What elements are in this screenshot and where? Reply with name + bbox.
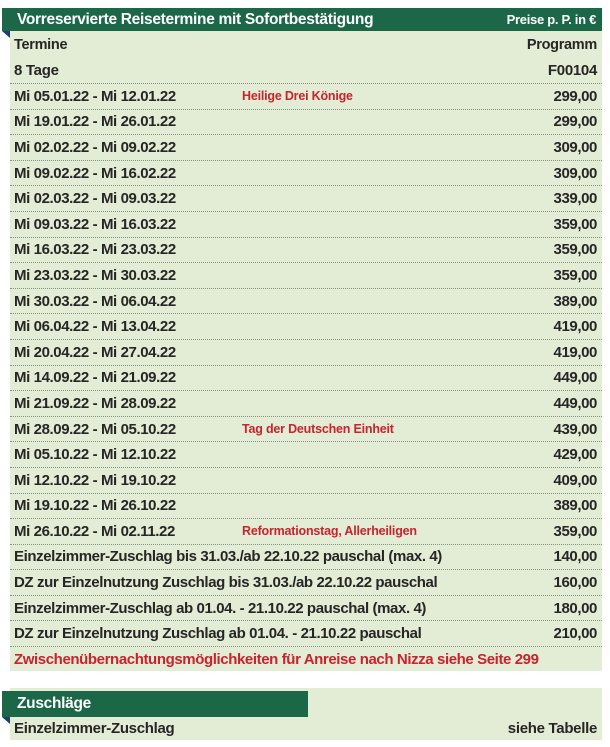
row-date-label: Mi 19.10.22 - Mi 26.10.22	[14, 497, 176, 515]
table-row	[10, 570, 602, 596]
ribbon-fold-bottom	[2, 717, 10, 724]
notice-text: Zwischenübernachtungsmöglichkeiten für Anreise nach Nizza siehe Seite 299	[14, 650, 539, 668]
row-price: 359,00	[553, 241, 597, 259]
row-price: 419,00	[553, 343, 597, 361]
table-row	[10, 545, 602, 571]
table-row	[10, 468, 602, 494]
row-date-label: Mi 23.03.22 - Mi 30.03.22	[14, 266, 176, 284]
row-date-label: Einzelzimmer-Zuschlag ab 01.04. - 21.10.22 pauschal (max. 4)	[14, 599, 427, 617]
table-row	[10, 391, 602, 417]
row-price: 140,00	[553, 548, 597, 566]
row-date-label: Einzelzimmer-Zuschlag bis 31.03./ab 22.10.22 pauschal (max. 4)	[14, 548, 442, 566]
price-unit-label: Preise p. P. in €	[506, 12, 596, 27]
row-date-label: Mi 06.04.22 - Mi 13.04.22	[14, 318, 176, 336]
row-price: 429,00	[553, 446, 597, 464]
row-date-label: Mi 09.03.22 - Mi 16.03.22	[14, 215, 176, 233]
trip-duration-label: 8 Tage	[14, 62, 59, 79]
row-price: 359,00	[553, 522, 597, 540]
price-table-panel	[10, 31, 602, 671]
notice-row	[10, 647, 602, 671]
row-date-label: Mi 05.10.22 - Mi 12.10.22	[14, 446, 176, 464]
table-row	[10, 442, 602, 468]
row-date-label: DZ zur Einzelnutzung Zuschlag ab 01.04. - 21.10.22 pauschal	[14, 625, 422, 643]
ribbon-fold-top	[2, 31, 10, 38]
row-date-label: Mi 12.10.22 - Mi 19.10.22	[14, 471, 176, 489]
row-date-label: Mi 09.02.22 - Mi 16.02.22	[14, 164, 176, 182]
table-row	[10, 314, 602, 340]
surcharges-title: Zuschläge	[17, 695, 91, 712]
table-row	[10, 84, 602, 110]
table-row	[10, 135, 602, 161]
row-price: 449,00	[553, 394, 597, 412]
table-row	[10, 263, 602, 289]
row-price: 309,00	[553, 138, 597, 156]
table-row	[10, 417, 602, 443]
table-row	[10, 110, 602, 136]
row-price: 160,00	[553, 574, 597, 592]
row-holiday-note: Heilige Drei Könige	[242, 89, 353, 104]
row-holiday-note: Tag der Deutschen Einheit	[242, 422, 394, 437]
row-date-label: Mi 30.03.22 - Mi 06.04.22	[14, 292, 176, 310]
row-date-label: Mi 16.03.22 - Mi 23.03.22	[14, 241, 176, 259]
row-price: 389,00	[553, 292, 597, 310]
surcharge-label: Einzelzimmer-Zuschlag	[14, 720, 175, 737]
row-price: 180,00	[553, 599, 597, 617]
row-price: 309,00	[553, 164, 597, 182]
row-date-label: Mi 02.02.22 - Mi 09.02.22	[14, 138, 176, 156]
row-holiday-note: Reformationstag, Allerheiligen	[242, 524, 417, 539]
table-row	[10, 494, 602, 520]
table-row	[10, 621, 602, 647]
table-row	[10, 186, 602, 212]
row-date-label: Mi 05.01.22 - Mi 12.01.22	[14, 87, 176, 105]
table-row	[10, 212, 602, 238]
row-price: 299,00	[553, 113, 597, 131]
row-price: 419,00	[553, 318, 597, 336]
table-row	[10, 519, 602, 545]
table-row	[10, 289, 602, 315]
date-rows-container	[10, 84, 602, 647]
column-header-termine: Termine	[14, 36, 68, 53]
row-date-label: Mi 20.04.22 - Mi 27.04.22	[14, 343, 176, 361]
table-row	[10, 238, 602, 264]
table-row	[10, 161, 602, 187]
row-price: 389,00	[553, 497, 597, 515]
table-row	[10, 366, 602, 392]
program-code: F00104	[547, 62, 597, 79]
duration-row	[10, 58, 602, 84]
surcharges-header-bar	[2, 691, 308, 717]
row-date-label: Mi 02.03.22 - Mi 09.03.22	[14, 190, 176, 208]
row-price: 359,00	[553, 266, 597, 284]
table-row	[10, 596, 602, 622]
row-price: 449,00	[553, 369, 597, 387]
table-header-bar	[2, 8, 602, 31]
row-price: 439,00	[553, 420, 597, 438]
row-price: 359,00	[553, 215, 597, 233]
row-date-label: Mi 21.09.22 - Mi 28.09.22	[14, 394, 176, 412]
row-price: 409,00	[553, 471, 597, 489]
column-header-row	[10, 31, 602, 58]
row-price: 210,00	[553, 625, 597, 643]
row-date-label: Mi 26.10.22 - Mi 02.11.22	[14, 522, 175, 540]
surcharge-value: siehe Tabelle	[507, 720, 597, 737]
column-header-programm: Programm	[526, 36, 597, 53]
row-date-label: DZ zur Einzelnutzung Zuschlag bis 31.03./ab 22.10.22 pauschal	[14, 574, 438, 592]
row-date-label: Mi 28.09.22 - Mi 05.10.22	[14, 420, 176, 438]
row-price: 299,00	[553, 87, 597, 105]
table-row	[10, 340, 602, 366]
row-date-label: Mi 14.09.22 - Mi 21.09.22	[14, 369, 176, 387]
row-date-label: Mi 19.01.22 - Mi 26.01.22	[14, 113, 176, 131]
row-price: 339,00	[553, 190, 597, 208]
surcharge-row	[10, 717, 602, 740]
table-title: Vorreservierte Reisetermine mit Sofortbestätigung	[17, 10, 374, 28]
